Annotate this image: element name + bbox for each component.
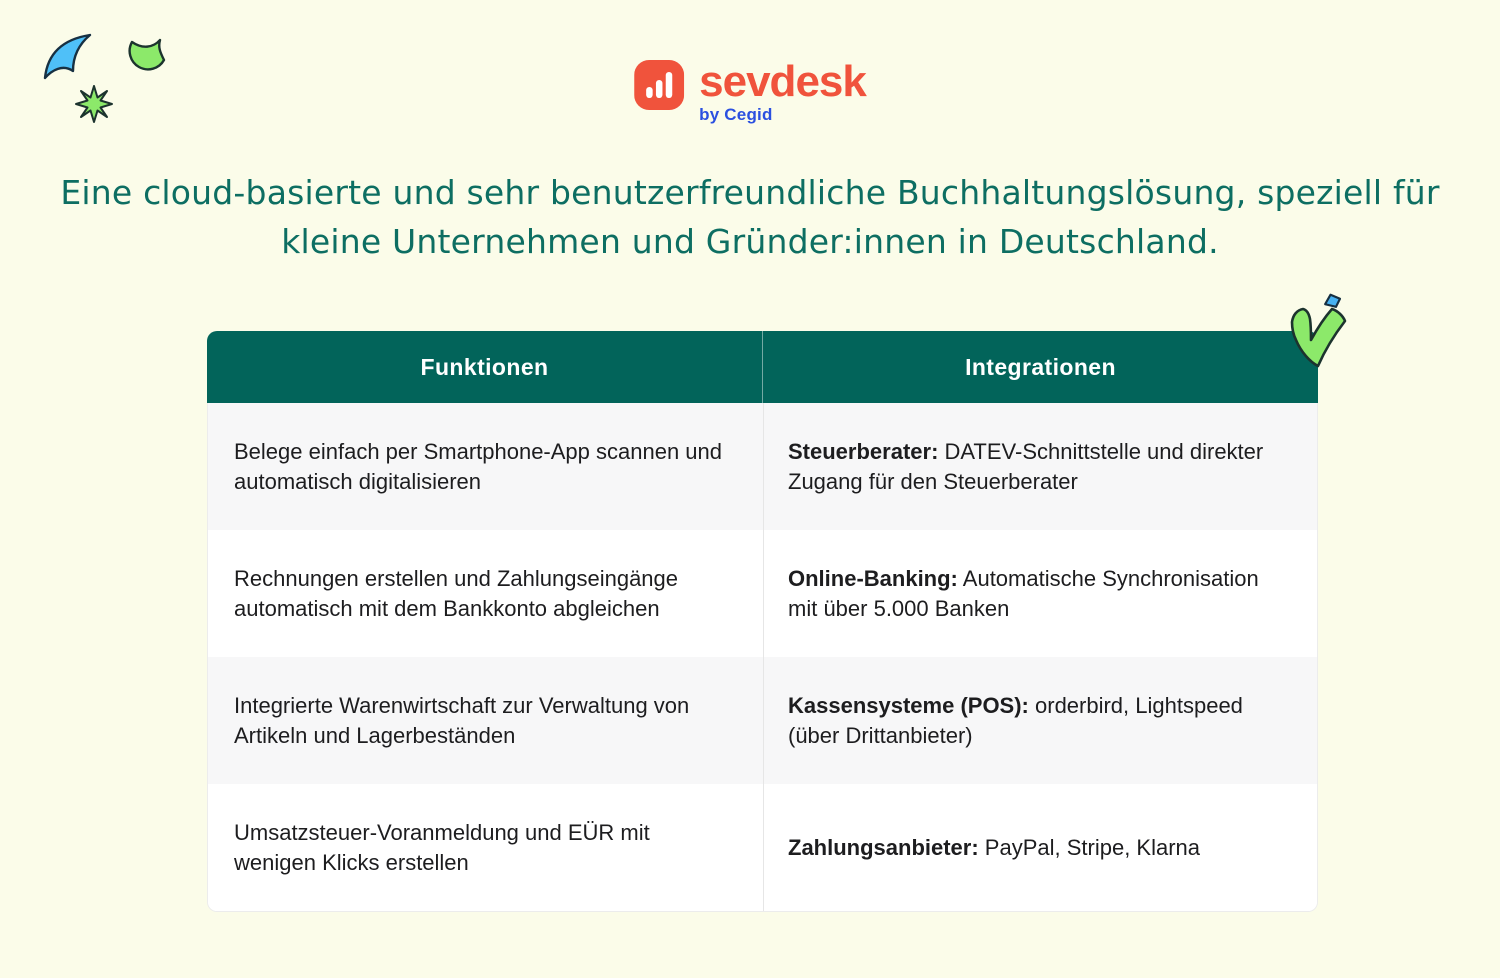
integration-detail: orderbird, Lightspeed (über Drittanbieter): [788, 692, 1243, 748]
table-row: [208, 403, 1317, 530]
bar-chart-icon: [634, 60, 684, 110]
integration-text: [788, 564, 1287, 624]
green-crescent-doodle-icon: [120, 36, 168, 85]
blue-swoosh-doodle-icon: [42, 32, 94, 87]
table-body: [207, 403, 1318, 912]
integration-label: Kassensysteme (POS):: [788, 692, 1029, 718]
integration-detail: Automatische Synchronisation mit über 5.000 Banken: [788, 565, 1259, 621]
page-title-line1: Eine cloud-basierte und sehr benutzerfreundliche Buchhaltungslösung, speziell für: [60, 173, 1440, 212]
funktion-cell: [208, 403, 763, 530]
funktion-cell: [208, 530, 763, 657]
funktion-text: Rechnungen erstellen und Zahlungseingänge automatisch mit dem Bankkonto abgleichen: [234, 565, 679, 621]
table-header-row: [207, 331, 1318, 403]
table-row: [208, 784, 1317, 911]
integration-cell: [764, 403, 1317, 530]
sevdesk-logo: [634, 57, 866, 125]
integration-label: Zahlungsanbieter:: [788, 834, 979, 860]
integration-label: Online-Banking:: [788, 565, 958, 591]
integration-text: [788, 833, 1200, 863]
integration-text: [788, 437, 1287, 497]
brand-byline: by Cegid: [699, 105, 773, 124]
funktion-cell: [208, 784, 763, 911]
page-title-line2: kleine Unternehmen und Gründer:innen in Deutschland.: [281, 222, 1219, 261]
integration-detail: DATEV-Schnittstelle und direkter Zugang für den Steuerberater: [788, 438, 1264, 494]
funktion-text: Umsatzsteuer-Voranmeldung und EÜR mit wenigen Klicks erstellen: [234, 819, 650, 875]
column-header-integrationen: Integrationen: [965, 353, 1116, 380]
integration-detail: PayPal, Stripe, Klarna: [978, 834, 1201, 860]
green-checkmark-doodle-icon: [1284, 288, 1356, 385]
brand-name: sevdesk: [699, 57, 866, 106]
funktion-text: Integrierte Warenwirtschaft zur Verwaltung von Artikeln und Lagerbeständen: [234, 692, 690, 748]
integration-cell: [764, 657, 1317, 784]
funktion-cell: [208, 657, 763, 784]
integration-cell: [764, 784, 1317, 911]
integration-cell: [764, 530, 1317, 657]
column-header-funktionen: Funktionen: [420, 353, 549, 380]
page-title: [0, 168, 1500, 266]
logo-text: [699, 57, 866, 125]
table-row: [208, 530, 1317, 657]
integration-text: [788, 691, 1287, 751]
green-star-doodle-icon: [74, 84, 114, 129]
table-row: [208, 657, 1317, 784]
funktion-text: Belege einfach per Smartphone-App scannen und automatisch digitalisieren: [234, 438, 723, 494]
integration-label: Steuerberater:: [788, 438, 939, 464]
features-integrations-table: [207, 331, 1318, 912]
